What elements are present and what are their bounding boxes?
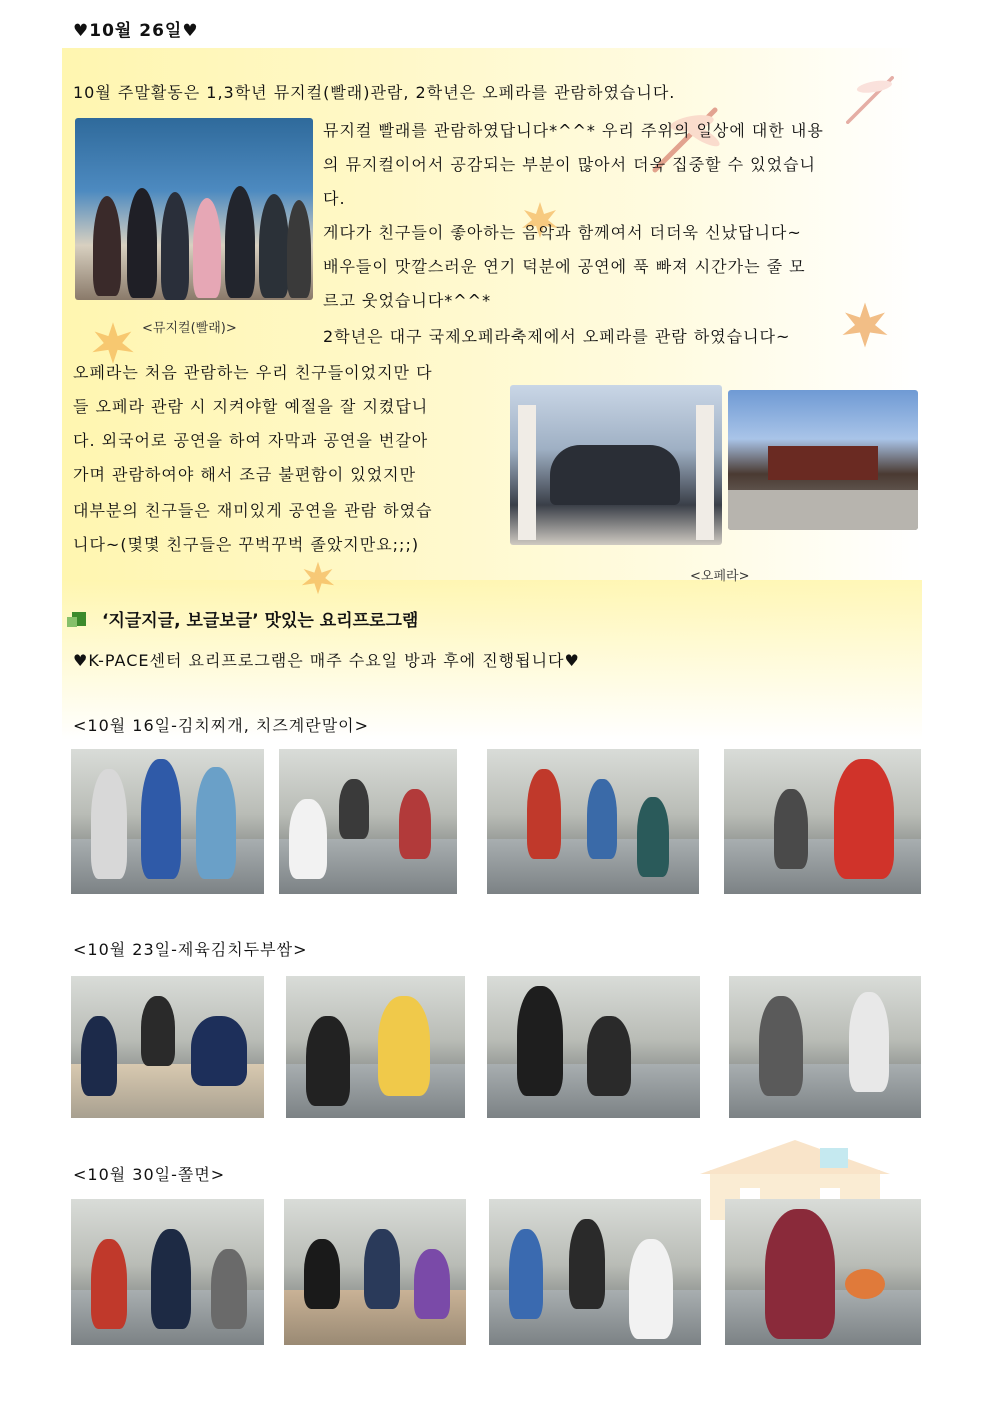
cooking-photo: [729, 976, 921, 1118]
session-label: <10월 23일-제육김치두부쌈>: [73, 940, 308, 959]
cooking-subtitle: ♥K-PACE센터 요리프로그램은 매주 수요일 방과 후에 진행됩니다♥: [73, 651, 580, 670]
cooking-photo: [71, 749, 264, 894]
intro-text: 10월 주말활동은 1,3학년 뮤지컬(빨래)관람, 2학년은 오페라를 관람하였습니다.: [73, 83, 676, 102]
cooking-photo: [487, 749, 699, 894]
musical-caption: <뮤지컬(빨래)>: [142, 321, 237, 336]
maple-leaf-icon: [840, 300, 890, 350]
cooking-photo: [71, 1199, 264, 1345]
cooking-photo: [284, 1199, 466, 1345]
opera-line: 다. 외국어로 공연을 하여 자막과 공연을 번갈아: [73, 431, 429, 450]
session-label: <10월 16일-김치찌개, 치즈계란말이>: [73, 716, 370, 735]
musical-line: 2학년은 대구 국제오페라축제에서 오페라를 관람 하였습니다~: [323, 327, 791, 346]
dragonfly-icon: [830, 60, 910, 140]
cooking-photo: [489, 1199, 701, 1345]
opera-line: 니다~(몇몇 친구들은 꾸벅꾸벅 졸았지만요;;;): [73, 535, 420, 554]
opera-group-photo: [510, 385, 722, 545]
musical-line: 배우들이 맛깔스러운 연기 덕분에 공연에 푹 빠져 시간가는 줄 모: [323, 257, 806, 276]
session-label: <10월 30일-쫄면>: [73, 1165, 226, 1184]
cooking-photo: [725, 1199, 921, 1345]
cooking-photo: [487, 976, 700, 1118]
musical-line: 게다가 친구들이 좋아하는 음악과 함께여서 더더욱 신났답니다~: [323, 223, 802, 242]
musical-line: 르고 웃었습니다*^^*: [323, 291, 492, 310]
opera-line: 대부분의 친구들은 재미있게 공연을 관람 하였습: [73, 501, 433, 520]
opera-caption: <오페라>: [690, 569, 750, 584]
opera-line: 가며 관람하여야 해서 조금 불편함이 있었지만: [73, 465, 417, 484]
opera-stage-photo: [728, 390, 918, 530]
cooking-photo: [286, 976, 465, 1118]
musical-line: 다.: [323, 189, 346, 208]
musical-line: 의 뮤지컬이어서 공감되는 부분이 많아서 더욱 집중할 수 있었습니: [323, 155, 817, 174]
maple-leaf-icon: [300, 560, 336, 596]
cooking-heading: [72, 606, 418, 631]
musical-line: 뮤지컬 빨래를 관람하였답니다*^^* 우리 주위의 일상에 대한 내용: [323, 121, 824, 140]
opera-line: 들 오페라 관람 시 지켜야할 예절을 잘 지켰답니: [73, 397, 429, 416]
musical-group-photo: [75, 118, 313, 300]
cooking-photo: [71, 976, 264, 1118]
cooking-heading-text: ‘지글지글, 보글보글’ 맛있는 요리프로그램: [102, 611, 419, 631]
cooking-photo: [724, 749, 921, 894]
opera-line: 오페라는 처음 관람하는 우리 친구들이었지만 다: [73, 363, 433, 382]
green-square-icon: [72, 612, 86, 626]
cooking-photo: [279, 749, 457, 894]
date-title: ♥10월 26일♥: [73, 21, 199, 41]
